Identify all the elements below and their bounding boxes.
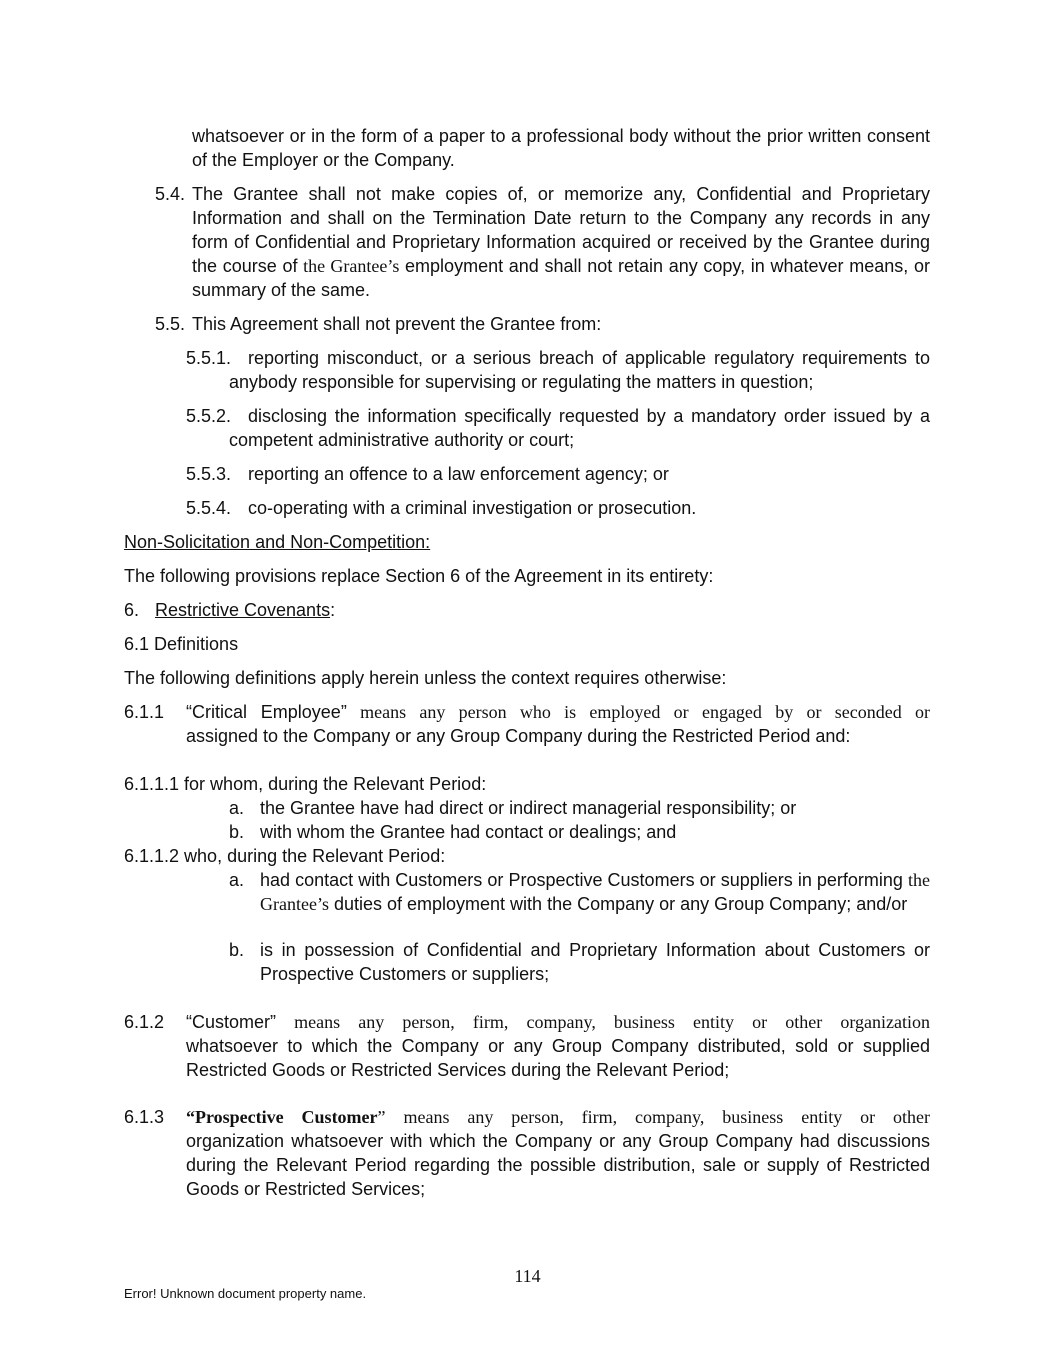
section-6-1-3-number: 6.1.3 (124, 1107, 165, 1127)
section-6-1-3-text (186, 1105, 930, 1201)
customer-term: “Customer” (186, 1012, 277, 1032)
replace-provisions-text: The following provisions replace Section 6 of the Agreement in its entirety: (124, 566, 714, 586)
footer-error-text: Error! Unknown document property name. (124, 1286, 367, 1301)
section-6-1-1-number: 6.1.1 (124, 702, 165, 722)
section-5-5-2-text: disclosing the information specifically requested by a mandatory order issued by a competent administrative authority or court; (229, 406, 930, 450)
section-5-5-2-number: 5.5.2. (186, 406, 232, 426)
section-6-1-heading: 6.1 Definitions (124, 634, 239, 654)
section-6-number: 6. (124, 600, 140, 620)
section-6-1-1-first-line (186, 700, 930, 724)
section-5-4-serif: the Grantee’s (303, 256, 400, 276)
section-5-5-4-text: co-operating with a criminal investigation or prosecution. (248, 498, 697, 518)
item-6-1-1-2-a-serif: the Grantee’s (260, 870, 930, 914)
critical-employee-term: “Critical Employee” (186, 702, 347, 722)
prospective-customer-close-quote: ” (377, 1107, 386, 1127)
section-6-1-3-rest: organization whatsoever with which the Company or any Group Company had discussions during the Relevant Period regarding the possible distribution, sale or supply of Restricted Goods or Restricted Services; (186, 1131, 930, 1199)
section-6-title (155, 598, 335, 622)
section-5-4-text-b: employment and shall not retain any copy, in whatever means, or summary of the same. (192, 256, 930, 300)
section-5-3-continuation: whatsoever or in the form of a paper to a professional body without the prior written consent of the Employer or the Company. (192, 126, 930, 170)
item-6-1-1-2-a-text-b: duties of employment with the Company or any Group Company; and/or (328, 894, 908, 914)
section-5-5-3-number: 5.5.3. (186, 464, 232, 484)
definitions-intro: The following definitions apply herein unless the context requires otherwise: (124, 668, 727, 688)
section-6-1-2-first-line (186, 1010, 930, 1034)
item-6-1-1-1-a-text: the Grantee have had direct or indirect managerial responsibility; or (260, 798, 797, 818)
critical-employee-serif: means any person who is employed or engaged by or seconded or (346, 702, 930, 722)
section-5-5-1-number: 5.5.1. (186, 348, 232, 368)
customer-serif: means any person, firm, company, business entity or other organization (276, 1012, 930, 1032)
section-6-1-1-second-line: assigned to the Company or any Group Company during the Restricted Period and: (186, 726, 851, 746)
item-6-1-1-1-b-letter: b. (229, 822, 245, 842)
section-5-4-number: 5.4. (155, 184, 186, 204)
section-5-4-text (192, 182, 930, 302)
section-6-1-2-rest: whatsoever to which the Company or any Group Company distributed, sold or supplied Restricted Goods or Restricted Services during the Relevant Period; (186, 1036, 930, 1080)
section-5-5-number: 5.5. (155, 314, 186, 334)
section-6-1-2-text (186, 1010, 930, 1082)
item-6-1-1-2-a-text (260, 868, 930, 916)
section-6-1-1-2-label: 6.1.1.2 who, during the Relevant Period: (124, 846, 446, 866)
section-6-1-1-text (186, 700, 930, 748)
prospective-customer-serif: means any person, firm, company, business entity or other (385, 1107, 930, 1127)
section-5-5-text: This Agreement shall not prevent the Grantee from: (192, 314, 602, 334)
item-6-1-1-2-a-letter: a. (229, 870, 245, 890)
item-6-1-1-1-b-text: with whom the Grantee had contact or dealings; and (260, 822, 677, 842)
page-number: 114 (514, 1266, 541, 1286)
prospective-customer-open-quote: “ (186, 1107, 195, 1127)
heading-non-solicitation: Non-Solicitation and Non-Competition: (124, 532, 431, 552)
section-5-5-3-text: reporting an offence to a law enforcement agency; or (248, 464, 669, 484)
item-6-1-1-2-a-text-a: had contact with Customers or Prospective Customers or suppliers in performing (260, 870, 908, 890)
section-6-1-3-first-line (186, 1105, 930, 1129)
section-5-4-text-a: The Grantee shall not make copies of, or memorize any, Confidential and Proprietary Information and shall on the Termination Date return to the Company any records in any form of Confidential and Proprietary Information acquired or received by the Grantee during the course of (192, 184, 930, 276)
item-6-1-1-2-b-letter: b. (229, 940, 245, 960)
item-6-1-1-1-a-letter: a. (229, 798, 245, 818)
section-6-title-text: Restrictive Covenants (155, 600, 331, 620)
section-6-1-2-number: 6.1.2 (124, 1012, 165, 1032)
prospective-customer-term: Prospective Customer (195, 1107, 378, 1127)
section-6-colon: : (330, 600, 336, 620)
item-6-1-1-2-b-text: is in possession of Confidential and Proprietary Information about Customers or Prospective Customers or suppliers; (260, 940, 930, 984)
section-6-1-1-1-label: 6.1.1.1 for whom, during the Relevant Period: (124, 774, 487, 794)
section-5-5-1-text: reporting misconduct, or a serious breach of applicable regulatory requirements to anybody responsible for supervising or regulating the matters in question; (229, 348, 930, 392)
section-5-5-4-number: 5.5.4. (186, 498, 232, 518)
